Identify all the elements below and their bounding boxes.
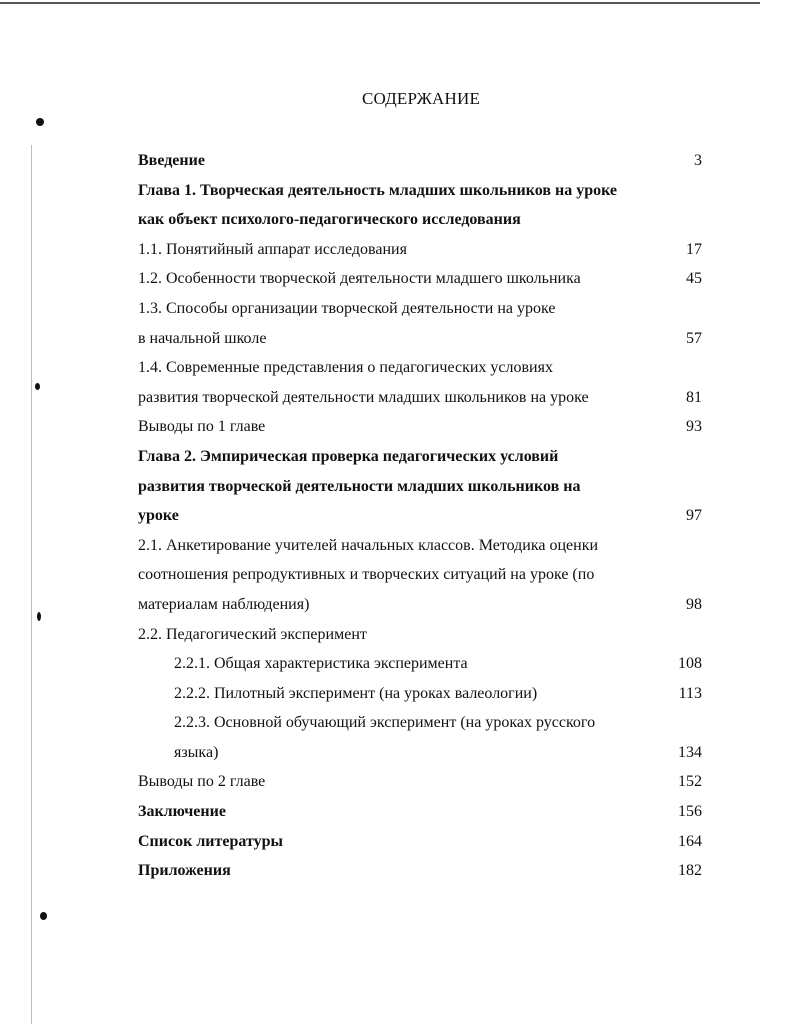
toc-entry-title: Выводы по 1 главе xyxy=(138,418,266,436)
toc-entry-title: Список литературы xyxy=(138,832,283,850)
toc-entry xyxy=(138,797,702,827)
toc-entry xyxy=(138,560,702,590)
toc-entry xyxy=(138,324,702,354)
toc-entry-page: 182 xyxy=(678,862,702,880)
page-title: СОДЕРЖАНИЕ xyxy=(361,89,481,108)
scan-speck xyxy=(35,383,40,390)
toc-entry-title: Глава 1. Творческая деятельность младших школьников на уроке xyxy=(138,181,618,199)
toc-entry xyxy=(138,176,702,206)
toc-entry xyxy=(138,501,702,531)
toc-entry-title: 1.4. Современные представления о педагогических условиях xyxy=(138,359,553,377)
toc-entry-page: 57 xyxy=(686,329,702,347)
toc-entry-page: 108 xyxy=(678,655,702,673)
toc-entry-title: 2.2. Педагогический эксперимент xyxy=(138,625,367,643)
toc-entry xyxy=(138,679,702,709)
toc-entry-page: 113 xyxy=(678,684,702,702)
toc-entry-title: как объект психолого-педагогического исследования xyxy=(138,211,521,229)
toc-entry-page: 81 xyxy=(686,388,702,406)
toc-entry-title: 1.2. Особенности творческой деятельности младшего школьника xyxy=(138,270,581,288)
toc-entry-title: уроке xyxy=(138,507,179,525)
toc-entry xyxy=(138,590,702,620)
table-of-contents xyxy=(138,146,702,886)
toc-entry-page: 98 xyxy=(686,595,702,613)
toc-entry xyxy=(138,294,702,324)
toc-entry-title: Введение xyxy=(138,152,205,169)
toc-entry xyxy=(138,708,702,738)
toc-entry-page: 152 xyxy=(678,773,702,791)
toc-entry xyxy=(138,738,702,768)
toc-entry-title: развития творческой деятельности младших школьников на xyxy=(138,477,581,495)
toc-entry-title: соотношения репродуктивных и творческих ситуаций на уроке (по xyxy=(138,566,595,584)
toc-entry xyxy=(138,205,702,235)
toc-entry xyxy=(138,353,702,383)
toc-entry-page: 134 xyxy=(678,743,702,761)
toc-entry-title: в начальной школе xyxy=(138,329,267,347)
toc-entry-title: материалам наблюдения) xyxy=(138,595,310,613)
scan-speck xyxy=(36,118,44,126)
toc-entry-page: 3 xyxy=(694,152,702,169)
toc-entry xyxy=(138,412,702,442)
toc-entry-title: 2.2.3. Основной обучающий эксперимент (на уроках русского xyxy=(174,714,596,732)
toc-entry xyxy=(138,620,702,650)
toc-entry-title: 2.2.1. Общая характеристика эксперимента xyxy=(174,655,468,673)
toc-entry xyxy=(138,235,702,265)
toc-entry-page: 97 xyxy=(686,507,702,525)
toc-entry-title: 2.2.2. Пилотный эксперимент (на уроках валеологии) xyxy=(174,684,538,702)
toc-entry xyxy=(138,531,702,561)
toc-entry xyxy=(138,856,702,886)
toc-entry-title: Приложения xyxy=(138,862,231,880)
toc-entry-page: 93 xyxy=(686,418,702,436)
toc-entry xyxy=(138,442,702,472)
toc-entry-page: 17 xyxy=(686,240,702,258)
toc-entry-title: 1.1. Понятийный аппарат исследования xyxy=(138,240,407,258)
toc-entry xyxy=(138,827,702,857)
toc-entry-page: 45 xyxy=(686,270,702,288)
toc-entry-page: 156 xyxy=(678,803,702,821)
toc-entry xyxy=(138,264,702,294)
toc-entry xyxy=(138,472,702,502)
toc-entry-title: Выводы по 2 главе xyxy=(138,773,266,791)
toc-entry xyxy=(138,767,702,797)
toc-entry-title: развития творческой деятельности младших школьников на уроке xyxy=(138,388,589,406)
toc-entry xyxy=(138,146,702,176)
toc-entry xyxy=(138,383,702,413)
toc-entry xyxy=(138,649,702,679)
scan-speck xyxy=(37,612,41,621)
left-scan-border xyxy=(31,145,32,1024)
toc-entry-page: 164 xyxy=(678,832,702,850)
toc-entry-title: Глава 2. Эмпирическая проверка педагогических условий xyxy=(138,447,559,465)
scan-speck xyxy=(40,912,47,920)
toc-entry-title: Заключение xyxy=(138,803,226,821)
toc-entry-title: 1.3. Способы организации творческой деятельности на уроке xyxy=(138,299,556,317)
toc-entry-title: языка) xyxy=(174,743,219,761)
top-scan-border xyxy=(0,2,760,4)
toc-entry-title: 2.1. Анкетирование учителей начальных классов. Методика оценки xyxy=(138,536,599,554)
